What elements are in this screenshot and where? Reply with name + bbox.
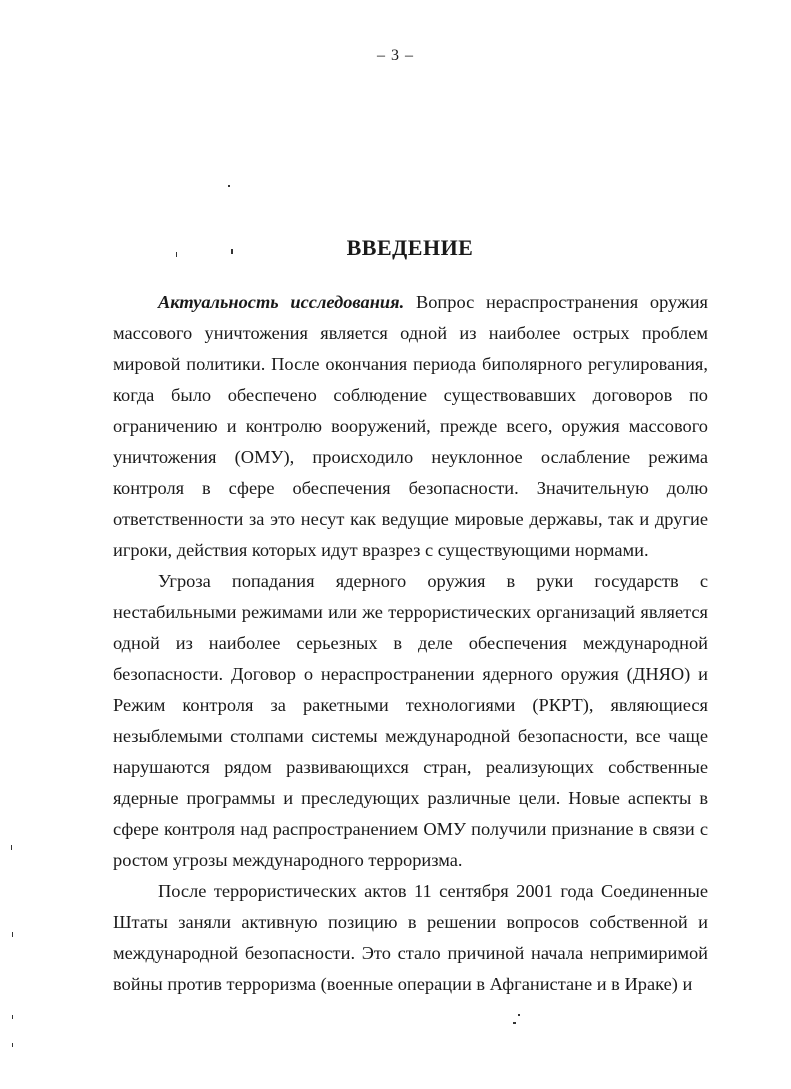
scan-artifact [228, 185, 230, 187]
page-number: – 3 – [377, 47, 414, 64]
paragraph-threat: Угроза попадания ядерного оружия в руки государств с нестабильными режимами или же террористических организаций является одной из наиболее серьезных в деле обеспечения международной безопасности. Договор о нераспространении ядерного оружия (ДНЯО) и Режим контроля за ракетными технологиями (РКРТ), являющиеся незыблемыми столпами системы международной безопасности, все чаще нарушаются рядом развивающихся стран, реализующих собственные ядерные программы и преследующих различные цели. Новые аспекты в сфере контроля над распространением ОМУ получили признание в связи с ростом угрозы международного терроризма. [113, 571, 708, 870]
scan-artifact [513, 1022, 516, 1024]
scan-artifact [11, 845, 12, 850]
scan-artifact [231, 249, 233, 254]
scan-artifact [12, 932, 13, 937]
paragraph-text: Вопрос нераспространения оружия массового уничтожения является одной из наиболее острых проблем мировой политики. После окончания периода биполярного регулирования, когда было обеспечено соблюдение существовавших договоров по ограничению и контролю вооружений, прежде всего, оружия массового уничтожения (ОМУ), происходило неуклонное ослабление режима контроля в сфере обеспечения безопасности. Значительную долю ответственности за это несут как ведущие мировые державы, так и другие игроки, действия которых идут вразрез с существующими нормами. [113, 292, 708, 560]
paragraph-relevance [113, 287, 708, 566]
scan-artifact [12, 1015, 13, 1019]
scan-artifact [176, 252, 177, 257]
scan-artifact [518, 1014, 520, 1016]
scan-artifact [12, 1043, 13, 1047]
paragraph-after-attacks: После террористических актов 11 сентября 2001 года Соединенные Штаты заняли активную позицию в решении вопросов собственной и международной безопасности. Это стало причиной начала непримиримой войны против терроризма (военные операции в Афганистане и в Ираке) и [113, 881, 708, 994]
body-text [113, 287, 708, 1000]
page-title: ВВЕДЕНИЕ [346, 235, 474, 260]
paragraph-lead: Актуальность исследования. [158, 292, 405, 312]
